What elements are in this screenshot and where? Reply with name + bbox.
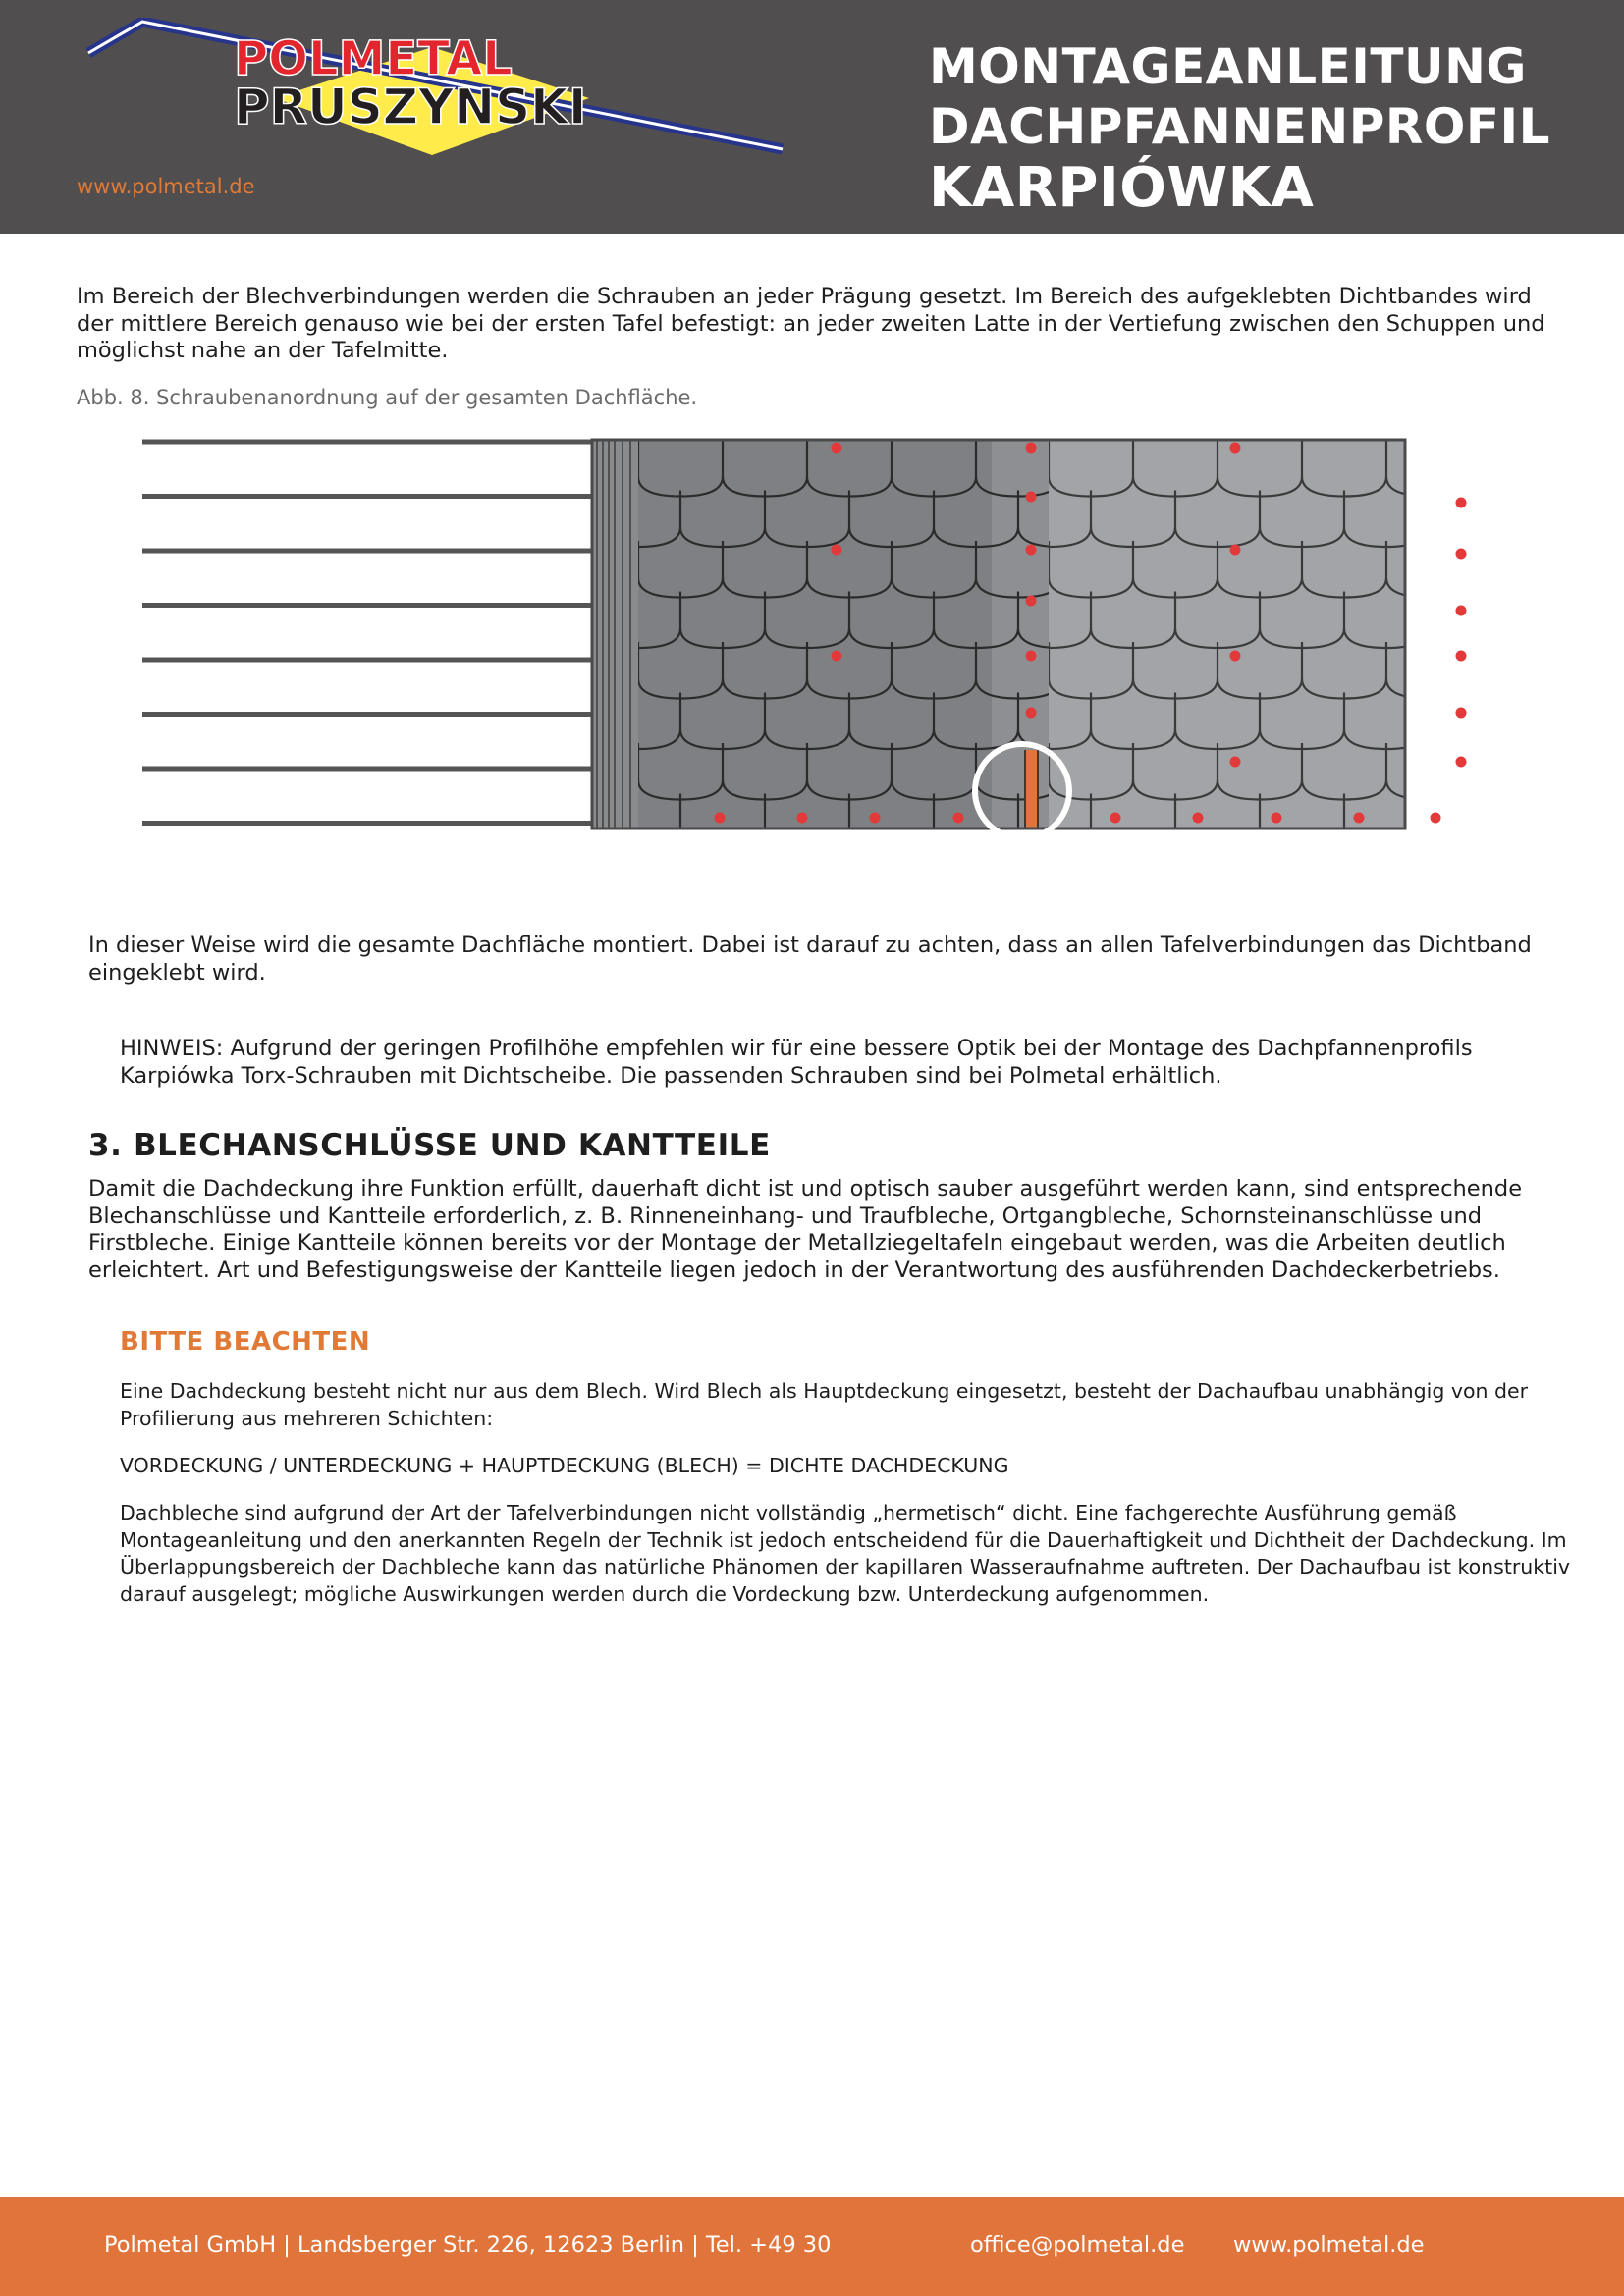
footer-bar (0, 2197, 1624, 2296)
screw-marker (1456, 757, 1467, 768)
scale-tile (1471, 440, 1483, 497)
screw-marker (797, 813, 808, 824)
screw-marker (1110, 813, 1121, 824)
screw-marker (1456, 606, 1467, 616)
screw-marker (1026, 708, 1037, 719)
screw-marker (832, 443, 842, 454)
paragraph-2: In dieser Weise wird die gesamte Dachfläche montiert. Dabei ist darauf zu achten, dass an allen Tafelverbindungen das Dichtband eingeklebt wird. (88, 933, 1532, 986)
figure-caption: Abb. 8. Schraubenanordnung auf der gesamten Dachfläche. (77, 386, 698, 409)
screw-marker (1230, 545, 1241, 556)
screw-marker (870, 813, 881, 824)
screw-marker (1026, 443, 1037, 454)
title-line-3: KARPIÓWKA (929, 156, 1315, 220)
note-title: BITTE BEACHTEN (120, 1327, 371, 1357)
screw-marker (1456, 549, 1467, 560)
sealing-tape (1025, 750, 1038, 828)
roof-battens (142, 442, 594, 824)
scale-tile (1471, 541, 1483, 598)
scale-tile (1429, 693, 1483, 750)
note-paragraph-1: Eine Dachdeckung besteht nicht nur aus dem Blech. Wird Blech als Hauptdeckung eingesetzt, besteht der Dachaufbau unabhängig von der Profilierung aus mehreren Schichten: (120, 1379, 1529, 1430)
scale-tile (1471, 743, 1483, 800)
title-line-2: DACHPFANNENPROFIL (929, 98, 1550, 155)
scale-tile (1429, 491, 1483, 548)
screw-marker (1456, 498, 1467, 508)
screw-marker (1431, 813, 1441, 824)
logo-line1: POLMETAL (234, 31, 513, 86)
screw-marker (832, 545, 842, 556)
logo-line2: PRUSZYNSKI (234, 79, 587, 135)
intro-paragraph: Im Bereich der Blechverbindungen werden die Schrauben an jeder Prägung gesetzt. Im Bereich des aufgeklebten Dichtbandes wird der mittlere Bereich genauso wie bei der ersten Tafel befestigt: an jeder zweiten Latte in der Vertiefung zwischen den Schuppen und möglichst nahe an der Tafelmitte. (77, 284, 1545, 363)
screw-marker (1230, 443, 1241, 454)
section-paragraph: Damit die Dachdeckung ihre Funktion erfüllt, dauerhaft dicht ist und optisch sauber ausgeführt werden kann, sind entsprechende Blechanschlüsse und Kantteile erforderlich, z. B. Rinneneinhang- und Traufbleche, Ortgangbleche, Schornsteinanschlüsse und Firstbleche. Einige Kantteile können bereits vor der Montage der Metallziegeltafeln eingebaut werden, was die Arbeiten deutlich erleichtert. Art und Befestigungsweise der Kantteile liegen jedoch in der Verantwortung des ausführenden Dachdeckerbetriebs. (88, 1176, 1523, 1283)
note-formula: VORDECKUNG / UNTERDECKUNG + HAUPTDECKUNG (BLECH) = DICHTE DACHDECKUNG (120, 1454, 1009, 1477)
screw-marker (1026, 492, 1037, 503)
panel-dark (638, 440, 1049, 828)
header-bar (0, 0, 1624, 234)
screw-marker (1272, 813, 1282, 824)
note-paragraph-2: Dachbleche sind aufgrund der Art der Tafelverbindungen nicht vollständig „hermetisch“ dicht. Eine fachgerechte Ausführung gemäß Montageanleitung und den anerkannten Regeln der Technik ist jedoch entscheidend für die Dauerhaftigkeit und Dichtheit der Dachdeckung. Im Überlappungsbereich der Dachbleche kann das natürliche Phänomen der kapillaren Wasseraufnahme auftreten. Der Dachaufbau ist konstruktiv darauf ausgelegt; mögliche Auswirkungen werden durch die Vordeckung bzw. Unterdeckung aufgenommen. (120, 1501, 1571, 1606)
panel-light (1049, 440, 1405, 828)
document-title (929, 37, 1550, 220)
screw-marker (1026, 545, 1037, 556)
panel-edge-strip (592, 440, 638, 828)
polmetal-logo (83, 18, 790, 165)
screw-marker (1456, 708, 1467, 719)
screw-marker (1230, 757, 1241, 768)
scale-tile (1471, 642, 1483, 699)
section-title: 3. BLECHANSCHLÜSSE UND KANTTEILE (88, 1128, 771, 1163)
header-website[interactable]: www.polmetal.de (77, 175, 255, 198)
hint-paragraph: HINWEIS: Aufgrund der geringen Profilhöhe empfehlen wir für eine bessere Optik bei der Montage des Dachpfannenprofils Karpiówka Torx-Schrauben mit Dichtscheibe. Die passenden Schrauben sind bei Polmetal erhältlich. (120, 1036, 1473, 1089)
screw-marker (1026, 651, 1037, 662)
screw-marker (1230, 651, 1241, 662)
footer-email[interactable]: office@polmetal.de (970, 2232, 1185, 2258)
title-line-1: MONTAGEANLEITUNG (929, 38, 1527, 95)
screw-marker (1456, 651, 1467, 662)
screw-marker (1193, 813, 1204, 824)
screw-marker (715, 813, 726, 824)
footer-company: Polmetal GmbH | Landsberger Str. 226, 12623 Berlin | Tel. +49 30 (104, 2232, 832, 2258)
screw-marker (953, 813, 964, 824)
footer-website[interactable]: www.polmetal.de (1233, 2232, 1425, 2258)
roof-screw-diagram (137, 422, 1483, 844)
screw-marker (832, 651, 842, 662)
scale-tile (1429, 592, 1483, 649)
screw-marker (1354, 813, 1365, 824)
screw-marker (1026, 596, 1037, 607)
